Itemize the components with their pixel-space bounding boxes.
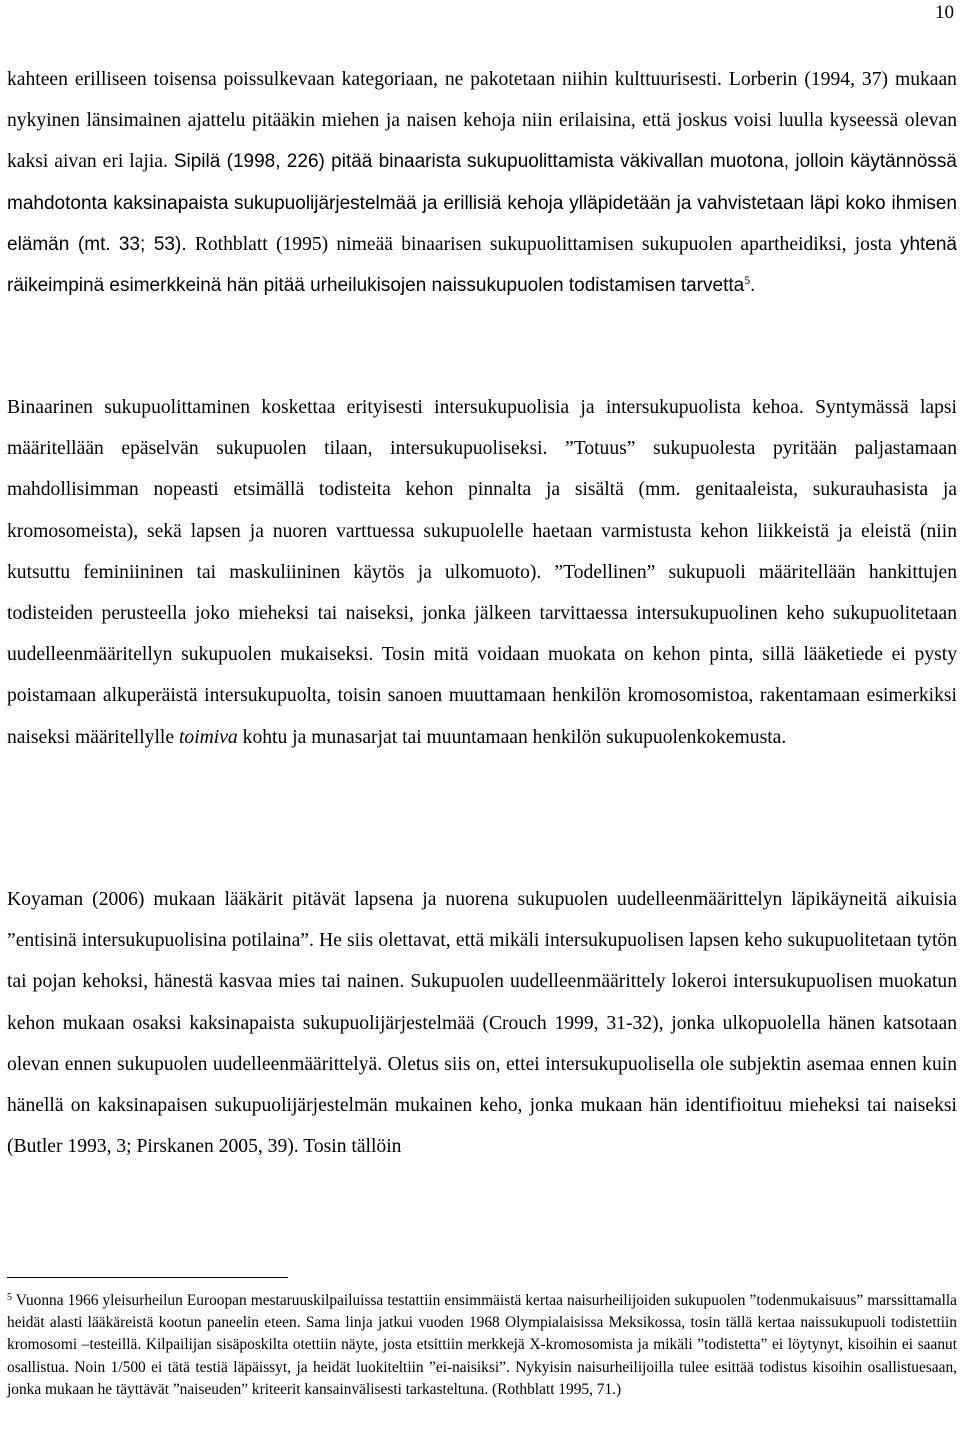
paragraph-intersex-bodies: [7, 387, 957, 758]
paragraph-2-italic: toimiva: [178, 726, 238, 748]
paragraph-1-line-1: kahteen erilliseen toisensa poissulkevaan kategoriaan, ne pakotetaan niihin kulttuurisesti. Lorberin: [7, 69, 798, 90]
paragraph-1-sans-3: sukupuolijärjestelmää ja erillisiä kehoja ylläpidetään ja vahvistetaan läpi koko ihmisen elämän (mt.: [7, 192, 957, 255]
paragraph-1-sans-2: sukupuolittamista väkivallan muotona, jolloin käytännössä mahdotonta kaksinapaista: [7, 151, 957, 214]
paragraph-1-sans-1: Sipilä (1998, 226) pitää binaarista: [173, 151, 462, 173]
paragraph-1-line-3: että joskus voisi luulla kyseessä olevan kaksi aivan eri lajia.: [7, 110, 958, 173]
paragraph-1-tail: Rothblatt (1995) nimeää binaarisen sukupuolittamisen sukupuolen apartheidiksi, josta: [194, 233, 892, 255]
paragraph-2-text: Binaarinen sukupuolittaminen koskettaa erityisesti intersukupuolisia ja intersukupuolista kehoa. Syntymässä lapsi määritellään epäselvän sukupuolen tilaan, intersukupuoliseksi. ”Totuus” sukupuolesta pyritään paljastamaan mahdollisimman nopeasti etsimällä todisteita kehon pinnalta ja sisältä (mm. genitaaleista, sukurauhasista ja kromosomeista), sekä lapsen ja nuoren varttuessa sukupuolelle haetaan varmistusta kehon liikkeistä ja eleistä (niin kutsuttu feminiininen tai maskuliininen käytös ja ulkomuoto). ”Todellinen” sukupuoli määritellään hankittujen todisteiden perusteella joko mieheksi tai naiseksi, jonka jälkeen tarvittaessa intersukupuolinen keho sukupuolitetaan uudelleenmääritellyn sukupuolen mukaiseksi. Tosin mitä voidaan muokata on kehon pinta, sillä lääketiede ei pysty poistamaan alkuperäistä intersukupuolta, toisin sanoen muuttamaan henkilön kromosomistoa, rakentamaan esimerkiksi naiseksi määritellylle: [7, 397, 957, 748]
footnote-marker: 5: [7, 1292, 12, 1303]
footnote-reference[interactable]: 5: [744, 273, 751, 288]
paragraph-1-sans-4: 33; 53).: [118, 233, 187, 255]
footnote-text: Vuonna 1966 yleisurheilun Euroopan mestaruuskilpailuissa testattiin ensimmäistä kertaa naisurheilijoiden sukupuolen ”todenmukaisuus” marssittamalla heidät alasti lääkäreistä kootun paneelin eteen. Sama linja jatkui vuoden 1968 Olympialaisissa Meksikossa, tosin tällä kertaa naissukupuoli todistettiin kromosomi –testeillä. Kilpailijan sisäposkilta otettiin näyte, josta etsittiin merkkejä X-kromosomista ja mikäli ”todistetta” ei löytynyt, kisoihin ei saanut osallistua. Noin 1/500 ei tätä testiä läpäissyt, ja heidät luokiteltiin ”ei-naisiksi”. Nykyisin naisurheilijoilla tulee esittää todistus kisoihin osallistuesaan, jonka mukaan he täyttävät ”naiseuden” kriteerit kansainvälisesti tarkasteltuna. (Rothblatt 1995, 71.): [7, 1292, 957, 1398]
paragraph-koyama: Koyaman (2006) mukaan lääkärit pitävät lapsena ja nuorena sukupuolen uudelleenmäärittelyn läpikäyneitä aikuisia ”entisinä intersukupuolisina potilaina”. He siis olettavat, että mikäli intersukupuolisen lapsen keho sukupuolitetaan tytön tai pojan kehoksi, hänestä kasvaa mies tai nainen. Sukupuolen uudelleenmäärittely lokeroi intersukupuolisen muokatun kehon mukaan osaksi kaksinapaista sukupuolijärjestelmää (Crouch 1999, 31-32), jonka ulkopuolella hänen katsotaan olevan ennen sukupuolen uudelleenmäärittelyä. Oletus siis on, ettei intersukupuolisella ole subjektin asemaa ennen kuin hänellä on kaksinapaisen sukupuolijärjestelmän mukainen keho, jonka mukaan hän identifioituu mieheksi tai naiseksi (Butler 1993, 3; Pirskanen 2005, 39). Tosin tällöin: [7, 889, 957, 1158]
paragraph-1-line-2: (1994, 37) mukaan nykyinen länsimainen ajattelu pitääkin miehen ja naisen kehoja niin erilaisina,: [7, 69, 957, 132]
paragraph-1-tail-end: .: [750, 275, 756, 297]
paragraph-binary-gendering: [7, 59, 957, 306]
page-number: 10: [935, 2, 954, 23]
footnote: [7, 1290, 957, 1401]
paragraph-2-text-end: kohtu ja munasarjat tai muuntamaan henkilön sukupuolenkokemusta.: [242, 726, 787, 748]
footnote-separator: [7, 1277, 288, 1278]
paragraph-1-tail-sans: yhtenä räikeimpinä esimerkkeinä hän pitää urheilukisojen naissukupuolen todistamisen tarvetta: [7, 233, 957, 297]
